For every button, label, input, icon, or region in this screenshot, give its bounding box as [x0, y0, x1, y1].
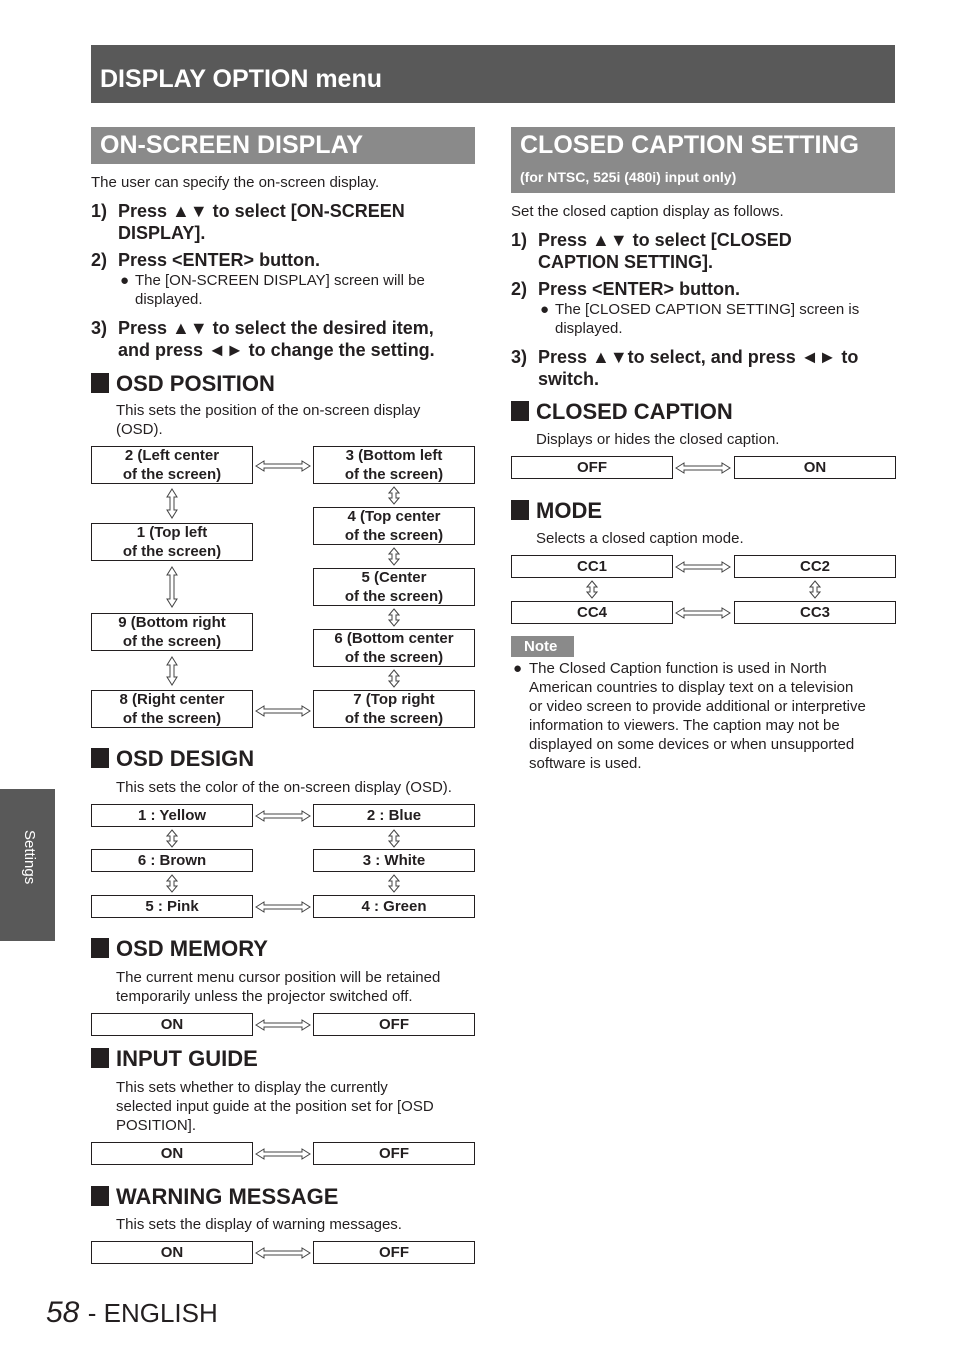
bullet-text: The [ON-SCREEN DISPLAY] screen will be [135, 272, 425, 289]
intro-text: Set the closed caption display as follows. [511, 203, 784, 220]
double-arrow-horizontal-icon [255, 1247, 311, 1259]
subheading-text: OSD POSITION [116, 371, 275, 396]
option-box: 8 (Right center of the screen) [91, 690, 253, 728]
option-box: OFF [511, 456, 673, 479]
option-box: 1 (Top left of the screen) [91, 523, 253, 561]
step-text: Press ▲▼ to select the desired item, [118, 318, 434, 338]
option-box: 2 (Left center of the screen) [91, 446, 253, 484]
double-arrow-horizontal-icon [675, 561, 731, 573]
square-bullet-icon [91, 1048, 109, 1068]
option-box: 4 : Green [313, 895, 475, 918]
subheading-osd-memory: OSD MEMORY [91, 936, 268, 962]
double-arrow-horizontal-icon [255, 460, 311, 472]
double-arrow-vertical-icon [809, 580, 821, 599]
input-guide-desc: This sets whether to display the currently selected input guide at the position set for [OSD POSITION]. [116, 1079, 434, 1134]
option-box: OFF [313, 1241, 475, 1264]
option-box: 5 : Pink [91, 895, 253, 918]
step-number: 3) [91, 318, 108, 338]
double-arrow-horizontal-icon [255, 810, 311, 822]
step-text: Press ▲▼ to select [ON-SCREEN [118, 201, 405, 221]
option-box: CC1 [511, 555, 673, 578]
step-1: 1) Press ▲▼ to select [CLOSED CAPTION SETTING]. [511, 230, 792, 272]
double-arrow-vertical-icon [166, 656, 178, 686]
option-box: ON [91, 1241, 253, 1264]
closed-caption-desc: Displays or hides the closed caption. [536, 431, 780, 448]
double-arrow-vertical-icon [166, 829, 178, 848]
option-box: 2 : Blue [313, 804, 475, 827]
step-text: Press <ENTER> button. [118, 250, 321, 270]
option-box: 3 (Bottom left of the screen) [313, 446, 475, 484]
subheading-input-guide: INPUT GUIDE [91, 1046, 258, 1072]
bullet-dot: ● [120, 272, 130, 289]
step-2-bullet [120, 271, 470, 311]
option-box: 1 : Yellow [91, 804, 253, 827]
page-number: 58 [46, 1296, 80, 1329]
section-header-closed-caption-setting [511, 127, 895, 193]
double-arrow-vertical-icon [586, 580, 598, 599]
subheading-mode: MODE [511, 498, 602, 524]
double-arrow-horizontal-icon [255, 705, 311, 717]
step-text: and press ◄► to change the setting. [118, 340, 435, 360]
subheading-closed-caption: CLOSED CAPTION [511, 399, 733, 425]
step-number: 2) [91, 250, 108, 270]
double-arrow-vertical-icon [388, 874, 400, 893]
double-arrow-horizontal-icon [675, 462, 731, 474]
mode-desc: Selects a closed caption mode. [536, 530, 744, 547]
osd-design-desc: This sets the color of the on-screen display (OSD). [116, 779, 452, 796]
osd-position-desc: This sets the position of the on-screen display (OSD). [116, 402, 421, 438]
option-box: 6 : Brown [91, 849, 253, 872]
double-arrow-vertical-icon [388, 669, 400, 688]
section-subtitle: (for NTSC, 525i (480i) input only) [520, 169, 737, 185]
square-bullet-icon [91, 748, 109, 768]
step-2: 2) Press <ENTER> button. [511, 279, 741, 299]
double-arrow-vertical-icon [166, 874, 178, 893]
option-box: ON [734, 456, 896, 479]
option-box: OFF [313, 1142, 475, 1165]
double-arrow-vertical-icon [166, 566, 178, 608]
option-box: OFF [313, 1013, 475, 1036]
section-title: ON-SCREEN DISPLAY [100, 131, 364, 159]
double-arrow-vertical-icon [388, 486, 400, 505]
page-footer [46, 1296, 218, 1330]
section-title: CLOSED CAPTION SETTING [520, 131, 859, 159]
square-bullet-icon [511, 500, 529, 520]
option-box: 7 (Top right of the screen) [313, 690, 475, 728]
step-3 [91, 317, 471, 361]
intro-text: The user can specify the on-screen display. [91, 174, 380, 191]
step-number: 1) [91, 201, 108, 221]
step-2 [91, 249, 471, 271]
option-box: ON [91, 1142, 253, 1165]
option-box: 6 (Bottom center of the screen) [313, 629, 475, 667]
square-bullet-icon [511, 401, 529, 421]
section-header-on-screen-display [91, 127, 475, 164]
osd-memory-desc: The current menu cursor position will be retained temporarily unless the projector switched off. [116, 969, 441, 1005]
step-3: 3) Press ▲▼to select, and press ◄► to switch. [511, 347, 859, 389]
option-box: CC4 [511, 601, 673, 624]
double-arrow-vertical-icon [388, 829, 400, 848]
subheading-osd-position [91, 371, 275, 397]
warning-message-desc: This sets the display of warning messages. [116, 1216, 402, 1233]
double-arrow-vertical-icon [388, 547, 400, 566]
option-box: ON [91, 1013, 253, 1036]
step-1 [91, 200, 471, 244]
square-bullet-icon [91, 373, 109, 393]
option-box: 9 (Bottom right of the screen) [91, 613, 253, 651]
step-text: DISPLAY]. [118, 223, 206, 243]
option-box: 4 (Top center of the screen) [313, 507, 475, 545]
option-box: 5 (Center of the screen) [313, 568, 475, 606]
double-arrow-horizontal-icon [255, 1148, 311, 1160]
footer-language: - ENGLISH [87, 1298, 218, 1328]
menu-title-bar [91, 45, 895, 103]
option-box: 3 : White [313, 849, 475, 872]
bullet-text: displayed. [135, 291, 203, 308]
note-label: Note [511, 636, 574, 657]
double-arrow-horizontal-icon [255, 901, 311, 913]
square-bullet-icon [91, 1186, 109, 1206]
option-box: CC3 [734, 601, 896, 624]
step-2-bullet: ● The [CLOSED CAPTION SETTING] screen is displayed. [540, 301, 860, 337]
subheading-warning-message: WARNING MESSAGE [91, 1184, 338, 1210]
double-arrow-horizontal-icon [255, 1019, 311, 1031]
note-text: ● The Closed Caption function is used in North American countries to display text on a television or video screen to provide additional or interpretive information to viewers. The caption may not be displayed on some devices or when unsupported software is used. [513, 660, 866, 772]
menu-title: DISPLAY OPTION menu [100, 65, 383, 93]
double-arrow-vertical-icon [388, 608, 400, 627]
double-arrow-horizontal-icon [675, 607, 731, 619]
double-arrow-vertical-icon [166, 488, 178, 519]
side-tab-label: Settings [21, 830, 38, 885]
option-box: CC2 [734, 555, 896, 578]
square-bullet-icon [91, 938, 109, 958]
subheading-osd-design: OSD DESIGN [91, 746, 254, 772]
